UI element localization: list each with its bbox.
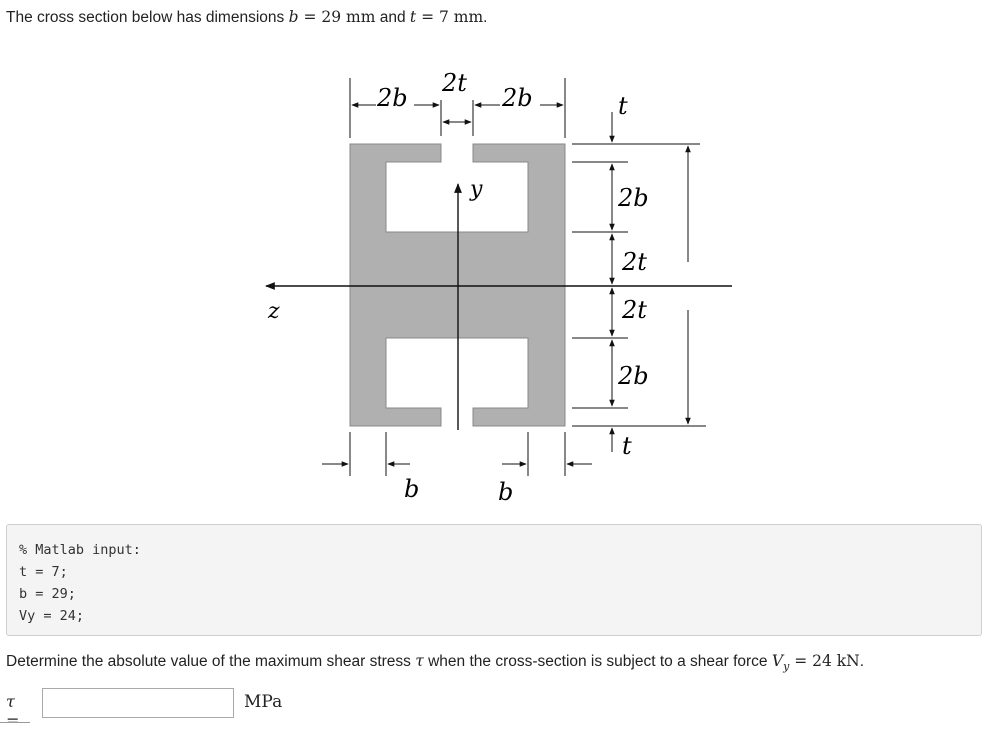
intro-prefix: The cross section below has dimensions bbox=[6, 9, 289, 26]
right-dimensions bbox=[572, 112, 706, 452]
vy-value: = 24 kN bbox=[789, 652, 860, 670]
b-symbol: b bbox=[288, 8, 299, 26]
matlab-input-box bbox=[6, 524, 982, 636]
answer-label: τ = bbox=[6, 692, 20, 730]
question-middle: when the cross-section is subject to a shear force bbox=[423, 653, 772, 670]
question-period: . bbox=[859, 653, 865, 670]
answer-input[interactable] bbox=[42, 688, 234, 718]
code-line-vy: Vy = 24; bbox=[19, 608, 85, 624]
dim-top-right-2b: 2b bbox=[502, 84, 533, 112]
dim-top-2t: 2t bbox=[442, 69, 467, 97]
question-text bbox=[6, 652, 864, 673]
z-axis-label: z bbox=[268, 299, 280, 324]
code-line-t: t = 7; bbox=[19, 564, 68, 580]
code-line-comment: % Matlab input: bbox=[19, 542, 141, 558]
dim-right-t-top: t bbox=[618, 92, 628, 120]
vy-symbol: V bbox=[771, 652, 784, 670]
dim-right-2t-lower: 2t bbox=[622, 296, 647, 324]
dim-right-t-bottom: t bbox=[622, 432, 632, 460]
bottom-dimensions bbox=[322, 432, 592, 476]
answer-unit: MPa bbox=[244, 692, 283, 712]
vy-subscript: y bbox=[783, 660, 790, 674]
t-symbol: t bbox=[409, 8, 417, 26]
code-line-b: b = 29; bbox=[19, 586, 76, 602]
question-prefix: Determine the absolute value of the maximum shear stress bbox=[6, 653, 416, 670]
b-value: = 29 mm bbox=[298, 8, 376, 26]
t-value: = 7 mm bbox=[416, 8, 484, 26]
tau-symbol: τ bbox=[415, 652, 424, 670]
dim-top-left-2b: 2b bbox=[377, 84, 408, 112]
intro-and: and bbox=[375, 9, 410, 26]
intro-period: . bbox=[483, 9, 488, 26]
dim-right-2b-upper: 2b bbox=[618, 184, 649, 212]
dim-right-2t-upper: 2t bbox=[622, 248, 647, 276]
y-axis-label: y bbox=[470, 177, 483, 202]
dim-bottom-right-b: b bbox=[498, 478, 514, 506]
dim-bottom-left-b: b bbox=[404, 475, 420, 503]
dim-right-2b-lower: 2b bbox=[618, 362, 649, 390]
